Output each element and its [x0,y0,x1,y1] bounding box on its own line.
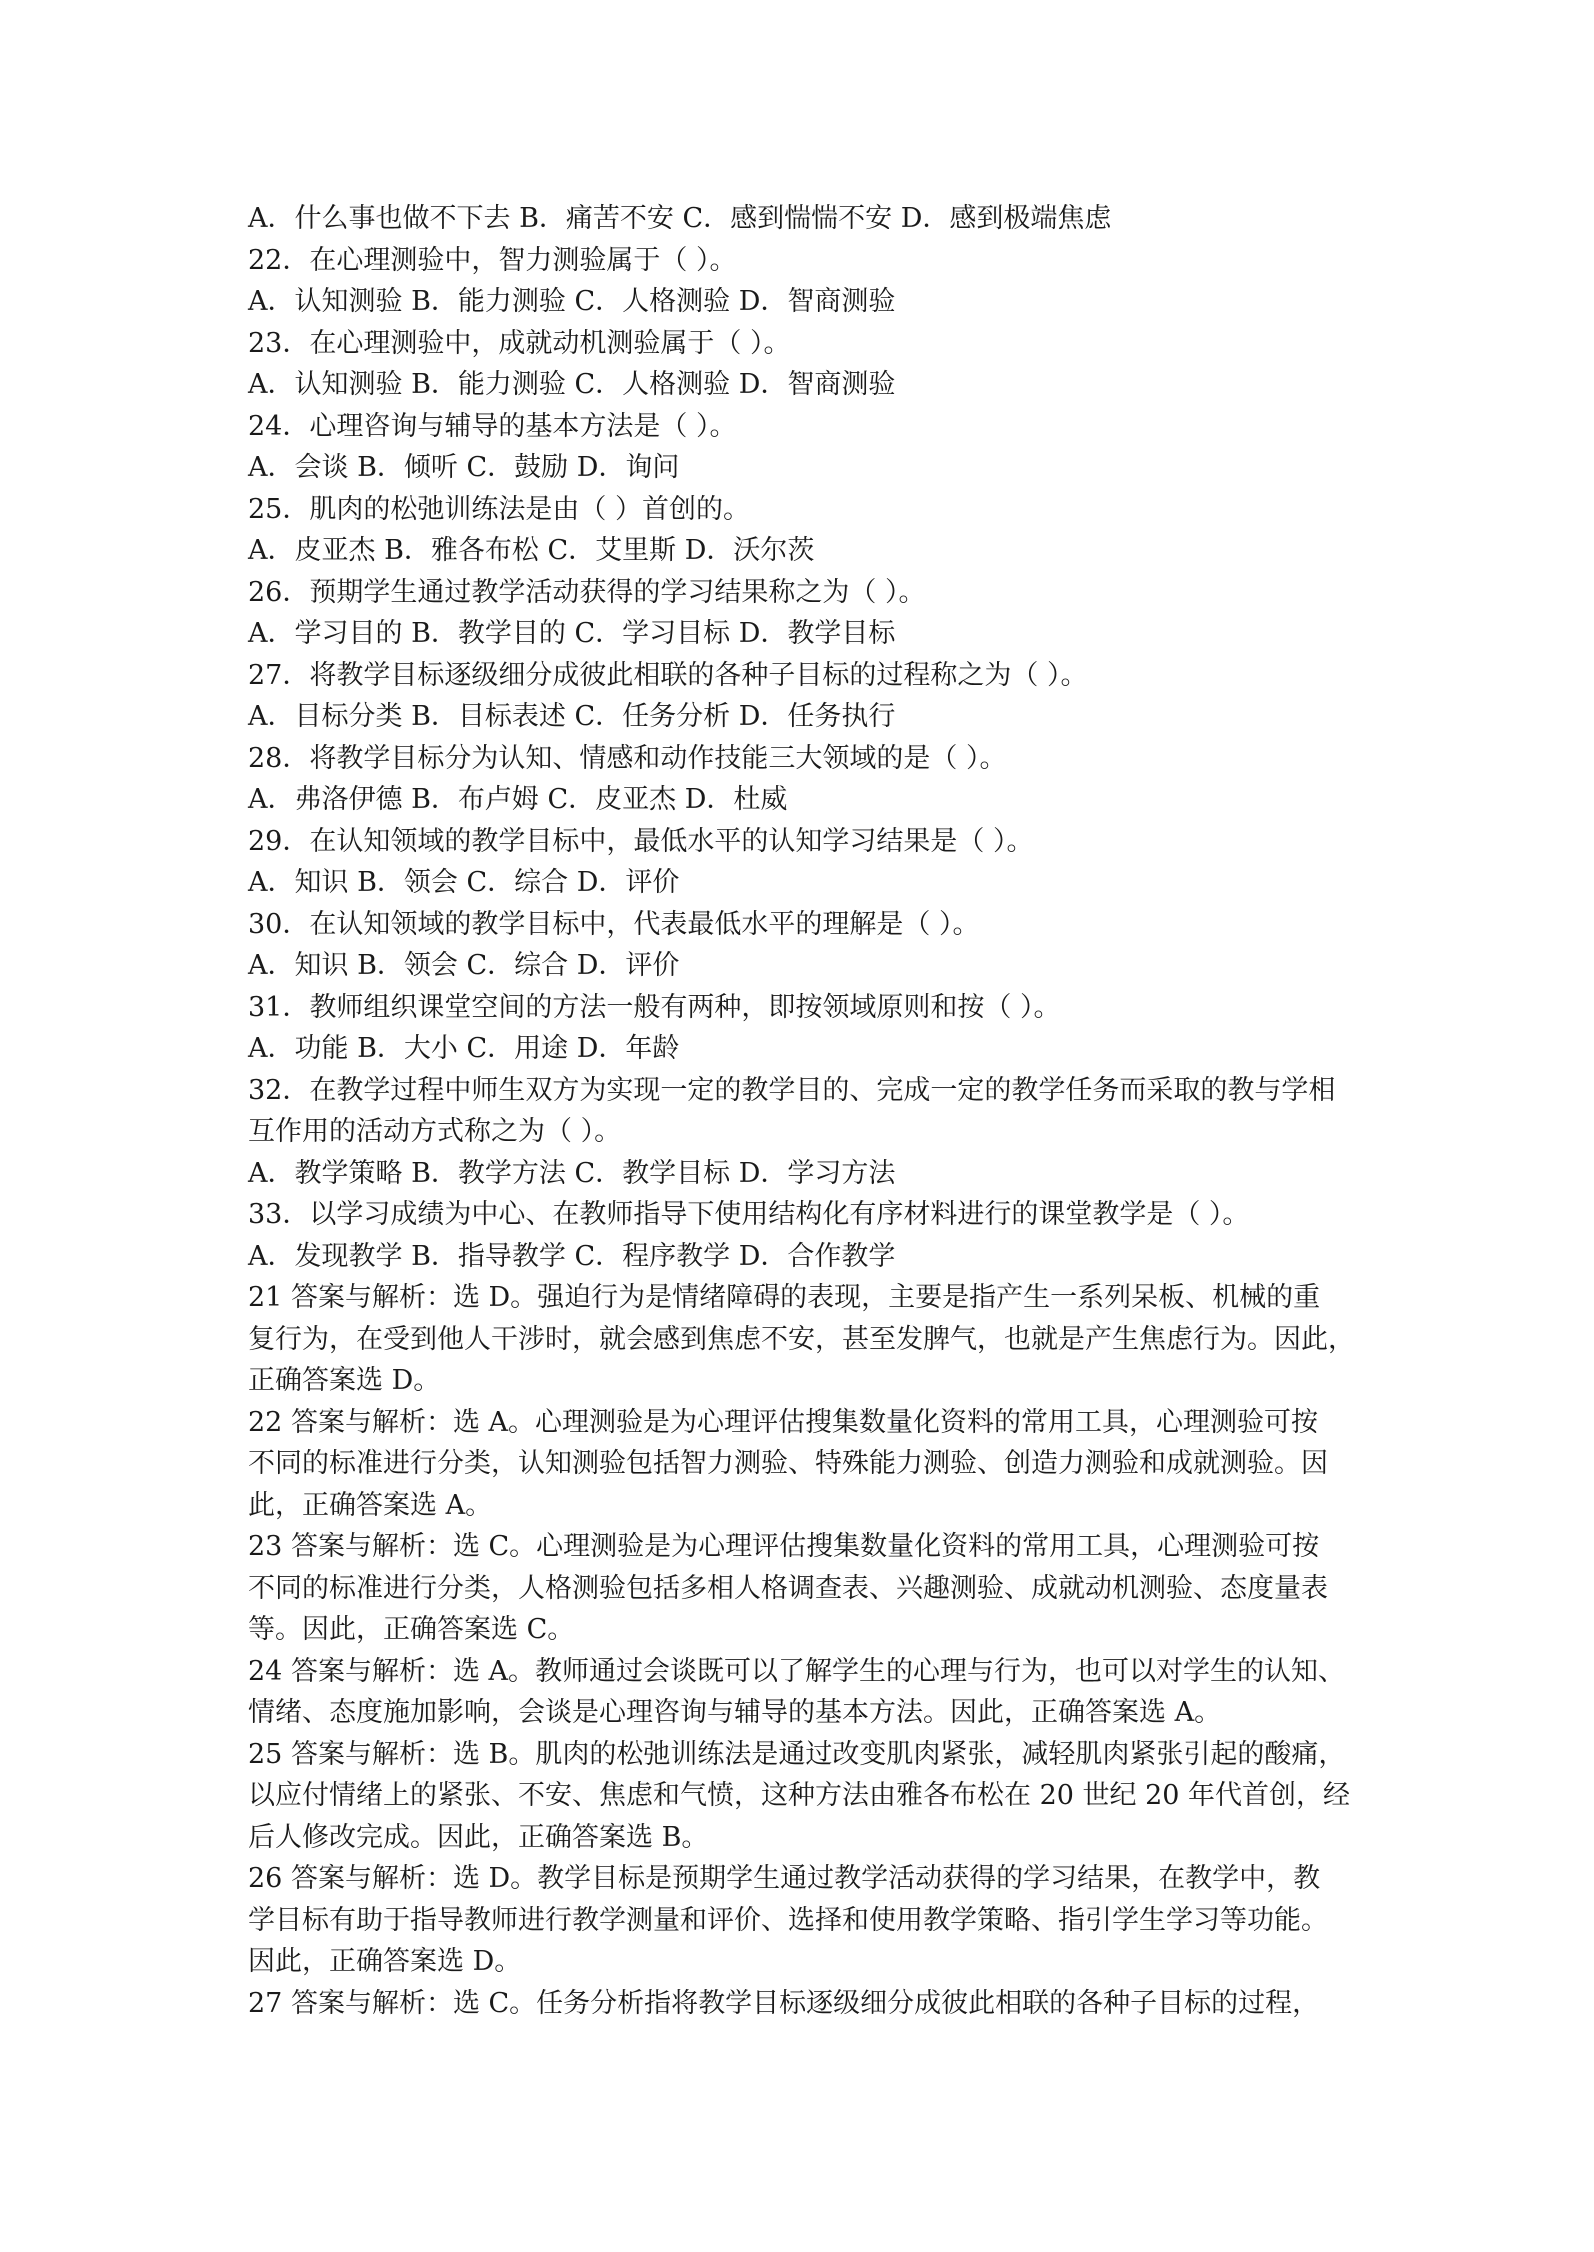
text-line: A．什么事也做不下去 B．痛苦不安 C．感到惴惴不安 D．感到极端焦虑 [248,203,1112,234]
text-line: 24 答案与解析：选 A。教师通过会谈既可以了解学生的心理与行为，也可以对学生的认知、 [248,1655,1346,1687]
text-line: 后人修改完成。因此，正确答案选 B。 [248,1821,709,1853]
text-line: 复行为，在受到他人干涉时，就会感到焦虑不安，甚至发脾气，也就是产生焦虑行为。因此， [248,1323,1355,1355]
text-line: A．知识 B．领会 C．综合 D．评价 [248,867,680,898]
text-line: 23 答案与解析：选 C。心理测验是为心理评估搜集数量化资料的常用工具，心理测验可按 [248,1531,1320,1562]
text-line: 22．在心理测验中，智力测验属于（ ）。 [248,244,737,276]
text-line: 不同的标准进行分类，人格测验包括多相人格调查表、兴趣测验、成就动机测验、态度量表 [248,1572,1328,1604]
text-line: 学目标有助于指导教师进行教学测量和评价、选择和使用教学策略、指引学生学习等功能。 [248,1904,1328,1936]
text-line: A．发现教学 B．指导教学 C．程序教学 D．合作教学 [248,1240,896,1272]
text-line: 22 答案与解析：选 A。心理测验是为心理评估搜集数量化资料的常用工具，心理测验可按 [248,1406,1319,1438]
text-line: 互作用的活动方式称之为（ ）。 [248,1116,622,1147]
text-line: 26 答案与解析：选 D。教学目标是预期学生通过教学活动获得的学习结果，在教学中，教 [248,1863,1321,1894]
text-line: 以应付情绪上的紧张、不安、焦虑和气愤，这种方法由雅各布松在 20 世纪 20 年代首创，经 [248,1780,1351,1811]
text-line: 28．将教学目标分为认知、情感和动作技能三大领域的是（ ）。 [248,742,1007,774]
text-line: A．教学策略 B．教学方法 C．教学目标 D．学习方法 [248,1157,896,1189]
text-line: 23．在心理测验中，成就动机测验属于（ ）。 [248,327,791,359]
text-line: A．目标分类 B．目标表述 C．任务分析 D．任务执行 [248,701,896,732]
text-line: 因此，正确答案选 D。 [248,1946,522,1977]
text-line: A．认知测验 B．能力测验 C．人格测验 D．智商测验 [248,286,896,317]
text-line: A．认知测验 B．能力测验 C．人格测验 D．智商测验 [248,369,896,400]
text-line: 此，正确答案选 A。 [248,1489,493,1521]
text-line: 正确答案选 D。 [248,1365,441,1396]
text-line: A．学习目的 B．教学目的 C．学习目标 D．教学目标 [248,618,896,649]
document-body [248,198,1364,2024]
text-line: 33．以学习成绩为中心、在教师指导下使用结构化有序材料进行的课堂教学是（ ）。 [248,1199,1250,1230]
text-line: A．皮亚杰 B．雅各布松 C．艾里斯 D．沃尔茨 [248,535,815,566]
text-line: 25 答案与解析：选 B。肌肉的松弛训练法是通过改变肌肉紧张，减轻肌肉紧张引起的酸痛， [248,1738,1346,1770]
text-line: 27 答案与解析：选 C。任务分析指将教学目标逐级细分成彼此相联的各种子目标的过程， [248,1987,1320,2019]
text-line: 25．肌肉的松弛训练法是由（ ）首创的。 [248,493,750,525]
text-line: 32．在教学过程中师生双方为实现一定的教学目的、完成一定的教学任务而采取的教与学相 [248,1074,1336,1106]
text-line: A．弗洛伊德 B．布卢姆 C．皮亚杰 D．杜威 [248,784,788,815]
text-line: 26．预期学生通过教学活动获得的学习结果称之为（ ）。 [248,576,926,608]
text-line: A．知识 B．领会 C．综合 D．评价 [248,950,680,981]
text-line: A．会谈 B．倾听 C．鼓励 D．询问 [248,452,680,483]
text-line: 31．教师组织课堂空间的方法一般有两种，即按领域原则和按（ ）。 [248,991,1061,1023]
text-line: 30．在认知领域的教学目标中，代表最低水平的理解是（ ）。 [248,908,980,940]
text-line: 29．在认知领域的教学目标中，最低水平的认知学习结果是（ ）。 [248,825,1034,857]
text-line: 等。因此，正确答案选 C。 [248,1614,575,1645]
text-line: 情绪、态度施加影响，会谈是心理咨询与辅导的基本方法。因此，正确答案选 A。 [248,1697,1222,1728]
text-line: A．功能 B．大小 C．用途 D．年龄 [248,1033,680,1064]
text-line: 24．心理咨询与辅导的基本方法是（ ）。 [248,410,737,442]
text-line: 不同的标准进行分类，认知测验包括智力测验、特殊能力测验、创造力测验和成就测验。因 [248,1448,1328,1479]
text-line: 21 答案与解析：选 D。强迫行为是情绪障碍的表现，主要是指产生一系列呆板、机械的重 [248,1282,1321,1313]
text-line: 27．将教学目标逐级细分成彼此相联的各种子目标的过程称之为（ ）。 [248,659,1088,691]
